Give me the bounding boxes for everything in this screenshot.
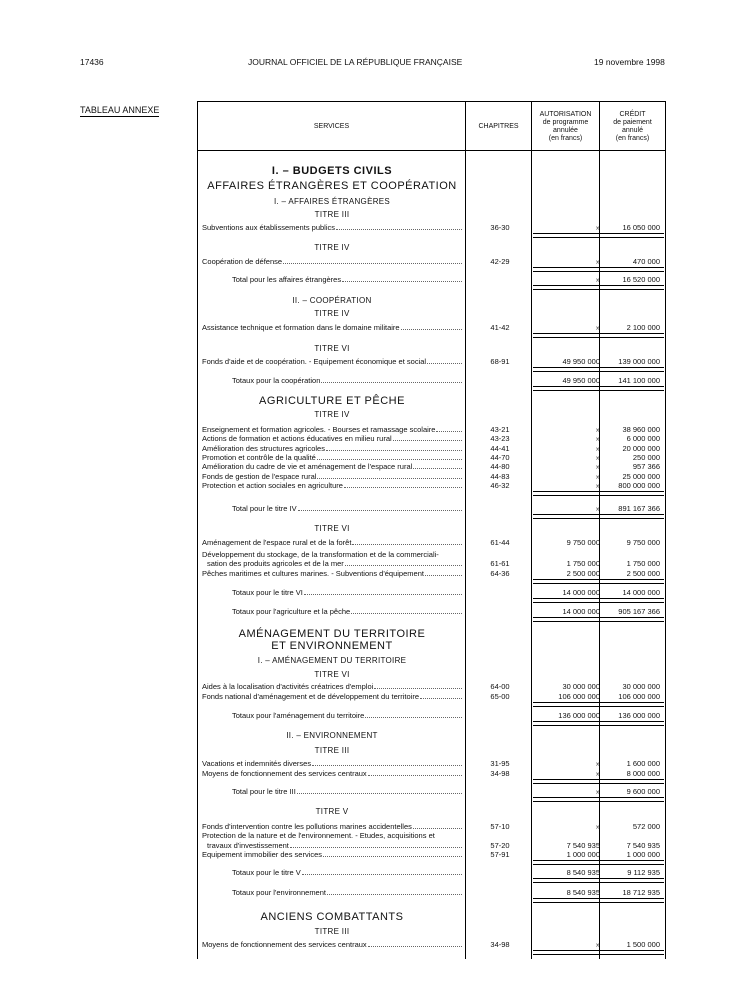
service-label: Equipement immobilier des services <box>202 850 323 859</box>
dot-leader <box>393 440 462 441</box>
chapter-code: 44-83 <box>490 472 510 481</box>
annex-table <box>197 101 666 959</box>
section-heading: ET ENVIRONNEMENT <box>271 640 393 652</box>
table-row <box>198 179 666 193</box>
chapter-code: 64-00 <box>490 682 510 691</box>
subtotal-rule <box>533 860 599 865</box>
service-label: Coopération de défense <box>202 257 283 266</box>
credit-amount: 141 100 000 <box>618 376 660 385</box>
subtotal-rule <box>600 797 664 802</box>
service-label: Moyens de fonctionnement des services centraux <box>202 940 367 949</box>
dot-leader <box>290 847 462 848</box>
chapter-code: 34-98 <box>490 940 510 949</box>
section-heading: TITRE VI <box>314 670 350 679</box>
subtotal-rule <box>600 579 664 584</box>
subtotal-rule <box>533 779 599 784</box>
dot-leader <box>420 698 462 699</box>
table-row <box>198 910 666 924</box>
section-heading: TITRE V <box>315 807 349 816</box>
credit-amount: 800 000 000 <box>618 481 660 490</box>
table-row <box>198 394 666 408</box>
subtotal-rule <box>533 598 599 603</box>
section-heading: AMÉNAGEMENT DU TERRITOIRE <box>238 628 426 640</box>
credit-amount: 6 000 000 <box>626 434 660 443</box>
autorisation-amount: 49 950 000 <box>562 357 600 366</box>
service-label: Fonds national d'aménagement et de développement du territoire <box>202 692 419 701</box>
table-row <box>198 274 666 285</box>
service-label: sation des produits agricoles et de la mer <box>207 559 344 568</box>
credit-amount: 38 960 000 <box>622 425 660 434</box>
total-label: Total pour le titre III <box>232 787 296 796</box>
subtotal-rule <box>600 617 664 622</box>
autorisation-amount: » <box>595 223 600 232</box>
autorisation-amount: » <box>595 323 600 332</box>
credit-amount: 8 000 000 <box>626 769 660 778</box>
section-heading: I. – AMÉNAGEMENT DU TERRITOIRE <box>257 656 407 665</box>
total-label: Totaux pour l'environnement <box>232 888 326 897</box>
chapter-code: 44-41 <box>490 444 510 453</box>
subtotal-rule <box>533 367 599 372</box>
table-row <box>198 849 666 860</box>
section-heading: II. – ENVIRONNEMENT <box>286 731 378 740</box>
subtotal-rule <box>600 950 664 955</box>
publication-date: 19 novembre 1998 <box>594 57 665 67</box>
table-row <box>198 375 666 386</box>
autorisation-amount: » <box>595 759 600 768</box>
credit-amount: 106 000 000 <box>618 692 660 701</box>
autorisation-amount: » <box>595 940 600 949</box>
subtotal-rule <box>533 797 599 802</box>
subtotal-rule <box>533 386 599 391</box>
autorisation-amount: 7 540 935 <box>566 841 600 850</box>
service-label: Vacations et indemnités diverses <box>202 759 312 768</box>
chapter-code: 64-36 <box>490 569 510 578</box>
dot-leader <box>344 487 462 488</box>
table-row <box>198 691 666 702</box>
credit-amount: 1 600 000 <box>626 759 660 768</box>
credit-amount: 9 600 000 <box>626 787 660 796</box>
service-label: travaux d'investissement <box>207 841 289 850</box>
subtotal-rule <box>600 386 664 391</box>
table-row <box>198 503 666 514</box>
chapter-code: 31-95 <box>490 759 510 768</box>
table-row <box>198 568 666 579</box>
dot-leader <box>321 382 462 383</box>
credit-amount: 16 520 000 <box>622 275 660 284</box>
section-heading: AFFAIRES ÉTRANGÈRES ET COOPÉRATION <box>207 180 457 192</box>
service-label: Développement du stockage, de la transformation et de la commerciali- <box>202 550 439 559</box>
table-row <box>198 939 666 950</box>
chapter-code: 44-80 <box>490 462 510 471</box>
credit-amount: 9 112 935 <box>627 868 660 877</box>
dot-leader <box>365 717 462 718</box>
service-label: Promotion et contrôle de la qualité <box>202 453 316 462</box>
subtotal-rule <box>600 491 664 496</box>
autorisation-amount: » <box>595 257 600 266</box>
dot-leader <box>436 431 462 432</box>
chapter-code: 44-70 <box>490 453 510 462</box>
credit-amount: 14 000 000 <box>622 588 660 597</box>
subtotal-rule <box>600 721 664 726</box>
header-rule <box>198 150 666 151</box>
table-row <box>198 654 666 668</box>
service-label: Protection et action sociales en agriculture <box>202 481 343 490</box>
service-label: Subventions aux établissements publics <box>202 223 335 232</box>
subtotal-rule <box>533 878 599 883</box>
autorisation-amount: 1 000 000 <box>566 850 600 859</box>
dot-leader <box>342 281 462 282</box>
subtotal-rule <box>600 779 664 784</box>
dot-leader <box>352 544 462 545</box>
service-label: Enseignement et formation agricoles. - Bourses et ramassage scolaire <box>202 425 436 434</box>
dot-leader <box>326 450 462 451</box>
subtotal-rule <box>533 491 599 496</box>
column-header-autorisation: AUTORISATION de programme annulée (en francs) <box>539 111 592 142</box>
dot-leader <box>323 856 462 857</box>
dot-leader <box>345 565 462 566</box>
credit-amount: 1 500 000 <box>626 940 660 949</box>
credit-amount: 891 167 366 <box>618 504 660 513</box>
subtotal-rule <box>600 898 664 903</box>
subtotal-rule <box>600 514 664 519</box>
autorisation-amount: » <box>595 481 600 490</box>
subtotal-rule <box>600 267 664 272</box>
autorisation-amount: 8 540 935 <box>566 888 600 897</box>
credit-amount: 2 100 000 <box>626 323 660 332</box>
autorisation-amount: » <box>595 504 600 513</box>
chapter-code: 57-91 <box>490 850 510 859</box>
total-label: Totaux pour la coopération <box>232 376 321 385</box>
dot-leader <box>401 329 462 330</box>
table-row <box>198 925 666 939</box>
credit-amount: 905 167 366 <box>618 607 660 616</box>
table-row <box>198 195 666 209</box>
autorisation-amount: 1 750 000 <box>566 559 600 568</box>
dot-leader <box>297 793 462 794</box>
dot-leader <box>304 594 462 595</box>
dot-leader <box>425 575 462 576</box>
credit-amount: 7 540 935 <box>626 841 660 850</box>
column-header-credit: CRÉDIT de paiement annulé (en francs) <box>613 111 652 142</box>
chapter-code: 65-00 <box>490 692 510 701</box>
autorisation-amount: » <box>595 434 600 443</box>
service-label: Amélioration du cadre de vie et aménagement de l'espace rural <box>202 462 413 471</box>
section-heading: I. – BUDGETS CIVILS <box>271 165 393 177</box>
autorisation-amount: 8 540 935 <box>566 868 600 877</box>
autorisation-amount: 106 000 000 <box>558 692 600 701</box>
table-row <box>198 208 666 222</box>
credit-amount: 2 500 000 <box>626 569 660 578</box>
autorisation-amount: 136 000 000 <box>558 711 600 720</box>
table-row <box>198 710 666 721</box>
credit-amount: 1 000 000 <box>626 850 660 859</box>
table-row <box>198 867 666 878</box>
service-label: Aménagement de l'espace rural et de la forêt <box>202 538 352 547</box>
subtotal-rule <box>533 898 599 903</box>
credit-amount: 139 000 000 <box>618 357 660 366</box>
dot-leader <box>413 468 462 469</box>
table-row <box>198 639 666 653</box>
subtotal-rule <box>533 285 599 290</box>
credit-amount: 572 000 <box>632 822 660 831</box>
subtotal-rule <box>600 702 664 707</box>
subtotal-rule <box>533 514 599 519</box>
table-row <box>198 222 666 233</box>
table-row <box>198 768 666 779</box>
credit-amount: 136 000 000 <box>618 711 660 720</box>
dot-leader <box>368 946 462 947</box>
subtotal-rule <box>600 598 664 603</box>
dot-leader <box>317 478 462 479</box>
table-row <box>198 606 666 617</box>
table-row <box>198 480 666 491</box>
service-label: Fonds d'aide et de coopération. - Equipement économique et social <box>202 357 427 366</box>
section-heading: TITRE III <box>314 210 350 219</box>
table-row <box>198 887 666 898</box>
credit-amount: 470 000 <box>632 257 660 266</box>
table-row <box>198 537 666 548</box>
page-number: 17436 <box>80 57 104 67</box>
autorisation-amount: » <box>595 822 600 831</box>
total-label: Total pour le titre IV <box>232 504 297 513</box>
section-heading: TITRE IV <box>314 243 350 252</box>
section-heading: AGRICULTURE ET PÊCHE <box>259 395 405 407</box>
table-row <box>198 408 666 422</box>
subtotal-rule <box>600 367 664 372</box>
credit-amount: 1 750 000 <box>626 559 660 568</box>
autorisation-amount: » <box>595 462 600 471</box>
table-row <box>198 786 666 797</box>
service-label: Fonds d'intervention contre les pollutions marines accidentelles <box>202 822 412 831</box>
autorisation-amount: 9 750 000 <box>566 538 600 547</box>
credit-amount: 25 000 000 <box>622 472 660 481</box>
journal-title: JOURNAL OFFICIEL DE LA RÉPUBLIQUE FRANÇAISE <box>248 57 463 67</box>
dot-leader <box>368 775 462 776</box>
chapter-code: 61-44 <box>490 538 510 547</box>
table-row <box>198 164 666 178</box>
table-row <box>198 356 666 367</box>
chapter-code: 57-10 <box>490 822 510 831</box>
total-label: Totaux pour l'aménagement du territoire <box>232 711 365 720</box>
autorisation-amount: 2 500 000 <box>566 569 600 578</box>
credit-amount: 957 366 <box>632 462 660 471</box>
subtotal-rule <box>600 285 664 290</box>
service-label: Protection de la nature et de l'environnement. - Etudes, acquisitions et <box>202 831 435 840</box>
autorisation-amount: 49 950 000 <box>562 376 600 385</box>
subtotal-rule <box>533 267 599 272</box>
table-row <box>198 307 666 321</box>
chapter-code: 34-98 <box>490 769 510 778</box>
credit-amount: 9 750 000 <box>626 538 660 547</box>
section-heading: TITRE IV <box>314 309 350 318</box>
column-header-chapitres: CHAPITRES <box>478 123 519 130</box>
credit-amount: 16 050 000 <box>622 223 660 232</box>
autorisation-amount: » <box>595 787 600 796</box>
autorisation-amount: » <box>595 425 600 434</box>
section-heading: TITRE III <box>314 927 350 936</box>
dot-leader <box>351 613 462 614</box>
subtotal-rule <box>600 860 664 865</box>
autorisation-amount: » <box>595 472 600 481</box>
subtotal-rule <box>533 617 599 622</box>
dot-leader <box>298 510 462 511</box>
service-label: Moyens de fonctionnement des services centraux <box>202 769 367 778</box>
autorisation-amount: » <box>595 769 600 778</box>
subtotal-rule <box>533 950 599 955</box>
autorisation-amount: 14 000 000 <box>562 607 600 616</box>
subtotal-rule <box>533 702 599 707</box>
annex-label: TABLEAU ANNEXE <box>80 105 160 115</box>
dot-leader <box>374 688 462 689</box>
column-header-services: SERVICES <box>313 123 350 130</box>
chapter-code: 42-29 <box>490 257 510 266</box>
dot-leader <box>317 459 462 460</box>
subtotal-rule <box>533 721 599 726</box>
chapter-code: 41-42 <box>490 323 510 332</box>
dot-leader <box>427 363 462 364</box>
dot-leader <box>413 828 462 829</box>
section-heading: TITRE VI <box>314 524 350 533</box>
dot-leader <box>336 229 462 230</box>
autorisation-amount: » <box>595 444 600 453</box>
credit-amount: 18 712 935 <box>622 888 660 897</box>
section-heading: TITRE III <box>314 746 350 755</box>
autorisation-amount: » <box>595 453 600 462</box>
dot-leader <box>327 894 462 895</box>
table-row <box>198 587 666 598</box>
autorisation-amount: 30 000 000 <box>562 682 600 691</box>
credit-amount: 250 000 <box>632 453 660 462</box>
total-label: Total pour les affaires étrangères <box>232 275 342 284</box>
credit-amount: 30 000 000 <box>622 682 660 691</box>
autorisation-amount: » <box>595 275 600 284</box>
table-row <box>198 256 666 267</box>
section-heading: ANCIENS COMBATTANTS <box>260 911 404 923</box>
subtotal-rule <box>533 233 599 238</box>
subtotal-rule <box>600 333 664 338</box>
table-row <box>198 668 666 682</box>
dot-leader <box>312 765 462 766</box>
service-label: Assistance technique et formation dans le domaine militaire <box>202 323 400 332</box>
section-heading: II. – COOPÉRATION <box>292 296 372 305</box>
service-label: Amélioration des structures agricoles <box>202 444 325 453</box>
section-heading: TITRE IV <box>314 410 350 419</box>
table-row <box>198 522 666 536</box>
service-label: Fonds de gestion de l'espace rural <box>202 472 317 481</box>
total-label: Totaux pour l'agriculture et la pêche <box>232 607 351 616</box>
chapter-code: 57-20 <box>490 841 510 850</box>
table-row <box>198 342 666 356</box>
table-row <box>198 744 666 758</box>
section-heading: TITRE VI <box>314 344 350 353</box>
table-row <box>198 322 666 333</box>
service-label: Aides à la localisation d'activités créatrices d'emploi <box>202 682 374 691</box>
subtotal-rule <box>600 233 664 238</box>
chapter-code: 43-21 <box>490 425 510 434</box>
service-label: Actions de formation et actions éducatives en milieu rural <box>202 434 392 443</box>
total-label: Totaux pour le titre VI <box>232 588 303 597</box>
subtotal-rule <box>533 579 599 584</box>
dot-leader <box>302 874 462 875</box>
section-heading: I. – AFFAIRES ÉTRANGÈRES <box>273 197 391 206</box>
dot-leader <box>283 263 462 264</box>
chapter-code: 36-30 <box>490 223 510 232</box>
table-row <box>198 241 666 255</box>
credit-amount: 20 000 000 <box>622 444 660 453</box>
table-row <box>198 805 666 819</box>
table-row <box>198 294 666 308</box>
total-label: Totaux pour le titre V <box>232 868 301 877</box>
subtotal-rule <box>533 333 599 338</box>
chapter-code: 43-23 <box>490 434 510 443</box>
chapter-code: 68-91 <box>490 357 510 366</box>
chapter-code: 61-61 <box>490 559 510 568</box>
table-row <box>198 729 666 743</box>
autorisation-amount: 14 000 000 <box>562 588 600 597</box>
subtotal-rule <box>600 878 664 883</box>
service-label: Pêches maritimes et cultures marines. - Subventions d'équipement <box>202 569 424 578</box>
chapter-code: 46-32 <box>490 481 510 490</box>
